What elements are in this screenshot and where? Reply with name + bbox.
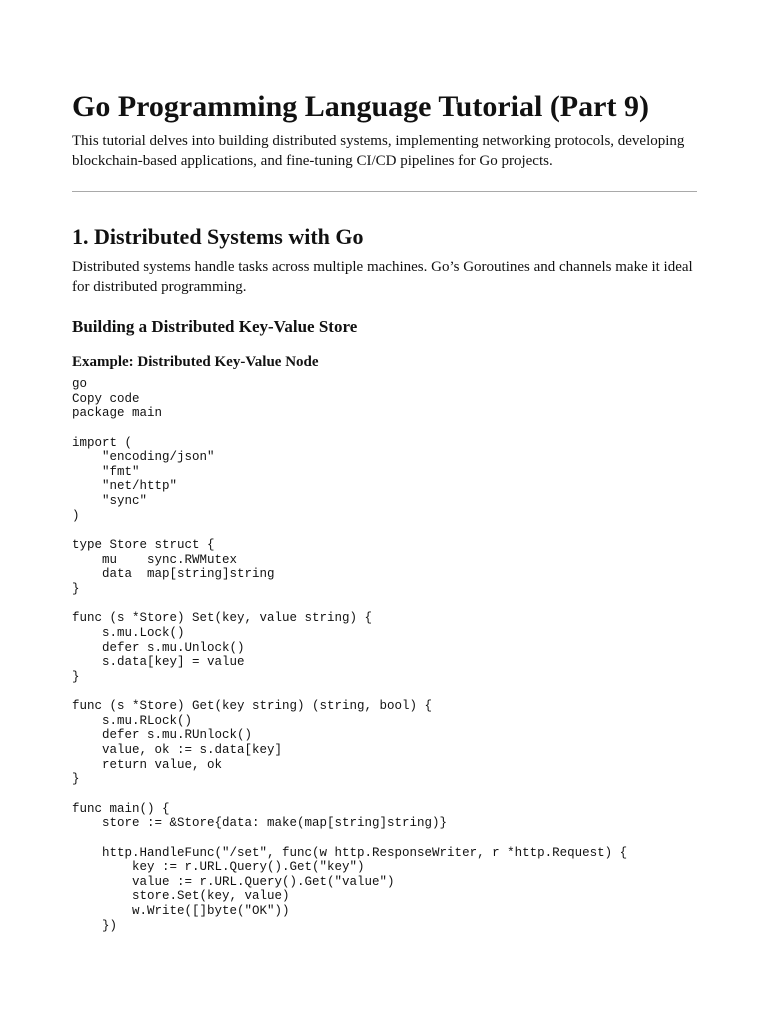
code-line: s.mu.RLock() [72, 713, 193, 728]
subsection-heading: Building a Distributed Key-Value Store [72, 317, 358, 336]
code-line [72, 831, 698, 846]
code-line: func (s *Store) Get(key string) (string, bool) { [72, 699, 433, 714]
code-line: } [72, 581, 80, 596]
code-line: import ( [72, 435, 133, 450]
code-line: w.Write([]byte("OK")) [72, 904, 290, 919]
code-line: package main [72, 406, 163, 421]
code-line: store := &Store{data: make(map[string]string)} [72, 816, 448, 831]
code-line [72, 523, 698, 538]
code-line [72, 421, 698, 436]
code-line: store.Set(key, value) [72, 889, 290, 904]
code-line: value, ok := s.data[key] [72, 743, 283, 758]
code-line: http.HandleFunc("/set", func(w http.ResponseWriter, r *http.Request) { [72, 845, 628, 860]
code-block [72, 377, 698, 933]
code-language-label: go [72, 377, 88, 391]
divider [72, 191, 697, 192]
code-line: defer s.mu.RUnlock() [72, 728, 253, 743]
intro-paragraph: This tutorial delves into building distributed systems, implementing networking protocols, developing blockchain-based applications, and fine-tuning CI/CD pipelines for Go projects. [72, 133, 685, 169]
code-line [72, 597, 698, 612]
code-line: s.data[key] = value [72, 655, 245, 670]
code-line: }) [72, 918, 118, 933]
copy-code-button[interactable]: Copy code [72, 391, 140, 406]
code-line: "encoding/json" [72, 450, 215, 465]
section-paragraph: Distributed systems handle tasks across multiple machines. Go’s Goroutines and channels make it ideal for distributed programming. [72, 259, 693, 295]
code-line: defer s.mu.Unlock() [72, 640, 245, 655]
section-heading: 1. Distributed Systems with Go [72, 224, 364, 249]
page-title: Go Programming Language Tutorial (Part 9) [72, 90, 649, 123]
code-line: key := r.URL.Query().Get("key") [72, 860, 365, 875]
code-line: } [72, 772, 80, 787]
code-line [72, 684, 698, 699]
code-line: "fmt" [72, 464, 140, 479]
code-line: mu sync.RWMutex [72, 552, 238, 567]
code-line: "sync" [72, 494, 148, 509]
code-lines [72, 406, 698, 933]
code-line: func main() { [72, 801, 170, 816]
code-line: ) [72, 508, 80, 523]
code-line [72, 787, 698, 802]
code-line: s.mu.Lock() [72, 625, 185, 640]
code-line: data map[string]string [72, 567, 275, 582]
code-line: return value, ok [72, 757, 223, 772]
code-line: value := r.URL.Query().Get("value") [72, 874, 395, 889]
code-line: } [72, 669, 80, 684]
code-line: func (s *Store) Set(key, value string) { [72, 611, 373, 626]
code-line: type Store struct { [72, 538, 215, 553]
code-line: "net/http" [72, 479, 178, 494]
example-title: Example: Distributed Key-Value Node [72, 354, 319, 370]
